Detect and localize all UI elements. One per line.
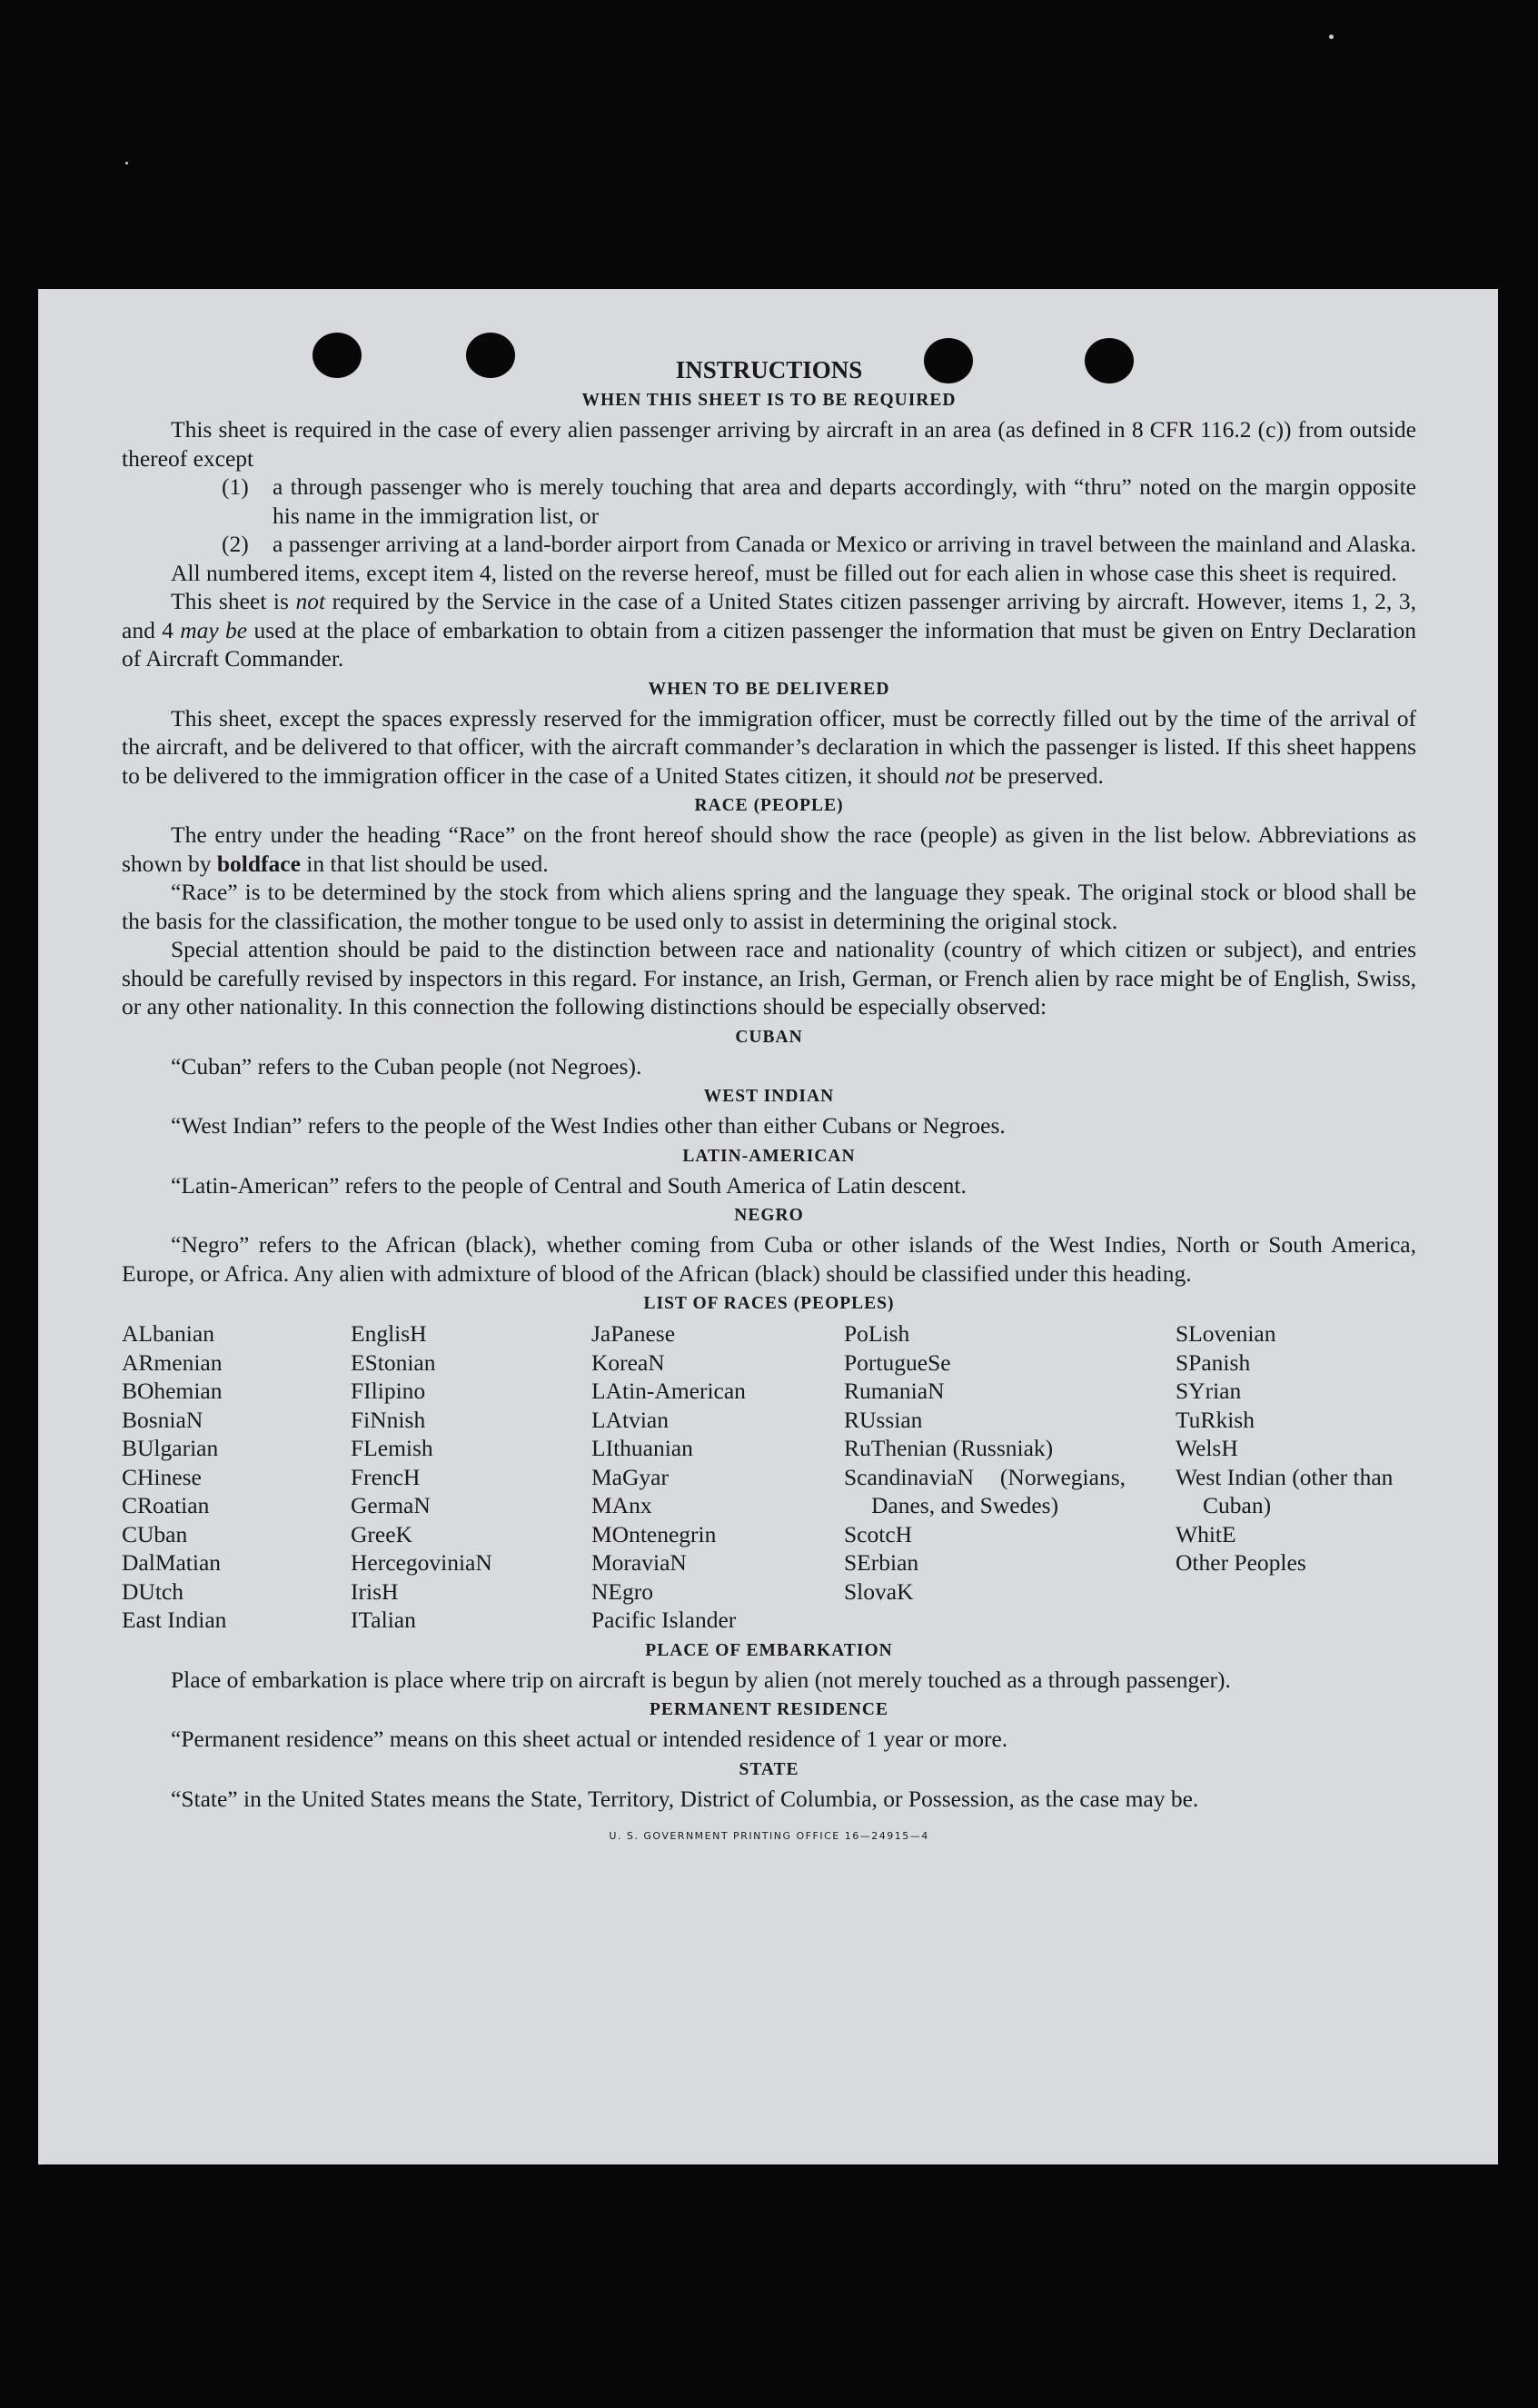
cuban-definition: “Cuban” refers to the Cuban people (not Negroes).: [171, 1052, 642, 1080]
race-entry: ALbanian: [122, 1320, 214, 1347]
residence-definition: “Permanent residence” means on this sheet actual or intended residence of 1 year or more.: [171, 1726, 1008, 1752]
race-entry: SErbian: [844, 1549, 919, 1576]
races-column-3: [591, 1319, 844, 1635]
race-entry: MaGyar: [591, 1463, 669, 1490]
negro-definition: “Negro” refers to the African (black), whether coming from Cuba or other islands of the West Indies, North or South America, Europe, or Africa. Any alien with admixture of blood of the African (black) should be classified under this heading.: [122, 1231, 1416, 1287]
text-run: required by the Service in the case of a United States citizen passenger arriving by aircraft. However, items 1, 2, 3, and 4: [122, 588, 1416, 643]
race-entry: GreeK: [351, 1520, 412, 1547]
dust-speck: [1329, 35, 1334, 39]
race-entry: WelsH: [1176, 1435, 1238, 1461]
citizen-paragraph: [122, 587, 1416, 673]
instructions-content: [122, 356, 1416, 1851]
embarkation-definition: Place of embarkation is place where trip on aircraft is begun by alien (not merely touched as a through passenger).: [171, 1666, 1231, 1693]
heading-west-indian: WEST INDIAN: [703, 1087, 835, 1106]
heading-embarkation: PLACE OF EMBARKATION: [645, 1640, 893, 1660]
race-entry: ITalian: [351, 1607, 416, 1633]
heading-state: STATE: [739, 1759, 799, 1779]
text-run: in that list should be used.: [300, 850, 549, 877]
race-entry: ScandinaviaN (Norwegians, Danes, and Swedes): [844, 1463, 1126, 1518]
race-entry: Other Peoples: [1176, 1549, 1306, 1576]
item-number: (2): [222, 531, 249, 557]
race-entry: EStonian: [351, 1348, 436, 1376]
race-entry: CRoatian: [122, 1492, 210, 1518]
races-column-1: [122, 1319, 351, 1635]
race-entry: BUlgarian: [122, 1435, 219, 1461]
race-entry: TuRkish: [1176, 1406, 1255, 1433]
race-entry: SLovenian: [1176, 1320, 1276, 1347]
exception-item-1: [222, 473, 1416, 530]
race-entry: DUtch: [122, 1577, 184, 1605]
text-run: The entry under the heading “Race” on the front hereof should show the race (people) as given in the list below. Abbreviations as shown by: [122, 821, 1416, 877]
heading-cuban: CUBAN: [735, 1027, 803, 1047]
item-text: a passenger arriving at a land-border airport from Canada or Mexico or arriving in travel between the mainland and Alaska.: [273, 531, 1416, 557]
race-entry: PortugueSe: [844, 1348, 951, 1376]
heading-permanent-residence: PERMANENT RESIDENCE: [650, 1700, 888, 1719]
race-entry: ScotcH: [844, 1520, 913, 1547]
race-entry: PoLish: [844, 1320, 910, 1347]
race-entry: MoraviaN: [591, 1549, 687, 1576]
race-entry: SYrian: [1176, 1378, 1242, 1404]
race-entry: West Indian (other than Cuban): [1176, 1463, 1394, 1518]
race-entry: IrisH: [351, 1577, 399, 1605]
heading-negro: NEGRO: [734, 1206, 804, 1225]
race-entry: SlovaK: [844, 1577, 914, 1605]
race-entry: LAtvian: [591, 1406, 669, 1433]
emphasis-text: may be: [180, 616, 248, 643]
race-entry: RUssian: [844, 1406, 923, 1433]
heading-when-required: WHEN THIS SHEET IS TO BE REQUIRED: [581, 391, 957, 410]
race-entry: CUban: [122, 1520, 188, 1547]
heading-race: RACE (PEOPLE): [694, 796, 844, 815]
race-entry: NEgro: [591, 1577, 653, 1605]
item-number: (1): [222, 473, 249, 500]
race-entry: FIlipino: [351, 1378, 426, 1404]
race-entry: KoreaN: [591, 1348, 665, 1376]
bold-text: boldface: [216, 850, 301, 877]
race-entry: MOntenegrin: [591, 1520, 717, 1547]
race-paragraph-3: Special attention should be paid to the distinction between race and nationality (country of which citizen or subject), and entries should be carefully revised by inspectors in this regard. For instance, an Irish, German, or French alien by race might be of English, Swiss, or any other nationality. In this connection the following distinctions should be especially observed:: [122, 936, 1416, 1020]
race-entry: JaPanese: [591, 1320, 676, 1347]
races-column-4: [844, 1319, 1176, 1635]
race-entry: FiNnish: [351, 1406, 426, 1433]
page-title: INSTRUCTIONS: [675, 356, 863, 383]
exception-item-2: [222, 530, 1416, 559]
race-entry: CHinese: [122, 1463, 202, 1490]
when-delivered-paragraph: [122, 704, 1416, 791]
state-definition: “State” in the United States means the State, Territory, District of Columbia, or Possession, as the case may be.: [171, 1785, 1199, 1812]
race-paragraph-2: “Race” is to be determined by the stock from which aliens spring and the language they speak. The original stock or blood shall be the basis for the classification, the mother tongue to be used only to assist in determining the original stock.: [122, 879, 1416, 934]
west-indian-definition: “West Indian” refers to the people of the West Indies other than either Cubans or Negroes.: [171, 1112, 1006, 1139]
race-entry: HercegoviniaN: [351, 1549, 492, 1576]
heading-list-of-races: LIST OF RACES (PEOPLES): [643, 1294, 895, 1313]
race-entry: FrencH: [351, 1463, 421, 1490]
dust-speck: [125, 162, 128, 164]
text-run: This sheet is: [171, 588, 296, 614]
printing-office-footer: U. S. GOVERNMENT PRINTING OFFICE 16—24915—4: [609, 1830, 929, 1842]
item-text: a through passenger who is merely touching that area and departs accordingly, with “thru” noted on the margin opposite his name in the immigration list, or: [273, 473, 1416, 529]
heading-when-delivered: WHEN TO BE DELIVERED: [648, 679, 890, 699]
race-entry: RuThenian (Russniak): [844, 1435, 1054, 1461]
race-entry: FLemish: [351, 1435, 433, 1461]
race-entry: DalMatian: [122, 1549, 222, 1576]
race-entry: BosniaN: [122, 1406, 203, 1433]
heading-latin-american: LATIN-AMERICAN: [682, 1146, 856, 1166]
latin-american-definition: “Latin-American” refers to the people of Central and South America of Latin descent.: [171, 1171, 967, 1199]
text-run: be preserved.: [974, 761, 1104, 789]
race-entry: East Indian: [122, 1607, 227, 1633]
text-run: used at the place of embarkation to obtain from a citizen passenger the information that must be given on Entry Declaration of Aircraft Commander.: [122, 616, 1416, 672]
races-column-5: [1176, 1319, 1416, 1635]
race-entry: BOhemian: [122, 1378, 223, 1404]
race-entry: RumaniaN: [844, 1378, 945, 1404]
races-column-2: [351, 1319, 591, 1635]
text-run: This sheet, except the spaces expressly reserved for the immigration officer, must be correctly filled out by the time of the arrival of the aircraft, and be delivered to that officer, with the aircraft commander’s declaration in which the passenger is listed. If this sheet happens to be delivered to the immigration officer in the case of a United States citizen, it should: [122, 704, 1416, 789]
emphasis-text: not: [295, 588, 326, 614]
race-entry: WhitE: [1176, 1520, 1236, 1547]
when-required-intro: This sheet is required in the case of every alien passenger arriving by aircraft in an area (as defined in 8 CFR 116.2 (c)) from outside thereof except: [122, 416, 1416, 472]
numbered-items-paragraph: All numbered items, except item 4, listed on the reverse hereof, must be filled out for each alien in whose case this sheet is required.: [171, 559, 1397, 586]
race-entry: LIthuanian: [591, 1435, 693, 1461]
race-entry: ARmenian: [122, 1348, 223, 1376]
race-entry: EnglisH: [351, 1320, 427, 1347]
race-entry: SPanish: [1176, 1348, 1251, 1376]
race-entry: Pacific Islander: [591, 1607, 737, 1633]
race-entry: GermaN: [351, 1492, 431, 1518]
race-paragraph-1: [122, 821, 1416, 878]
emphasis-text: not: [944, 761, 975, 789]
race-entry: MAnx: [591, 1492, 652, 1518]
document-sheet: [38, 289, 1498, 2164]
race-entry: LAtin-American: [591, 1378, 746, 1404]
races-list: [122, 1319, 1416, 1635]
